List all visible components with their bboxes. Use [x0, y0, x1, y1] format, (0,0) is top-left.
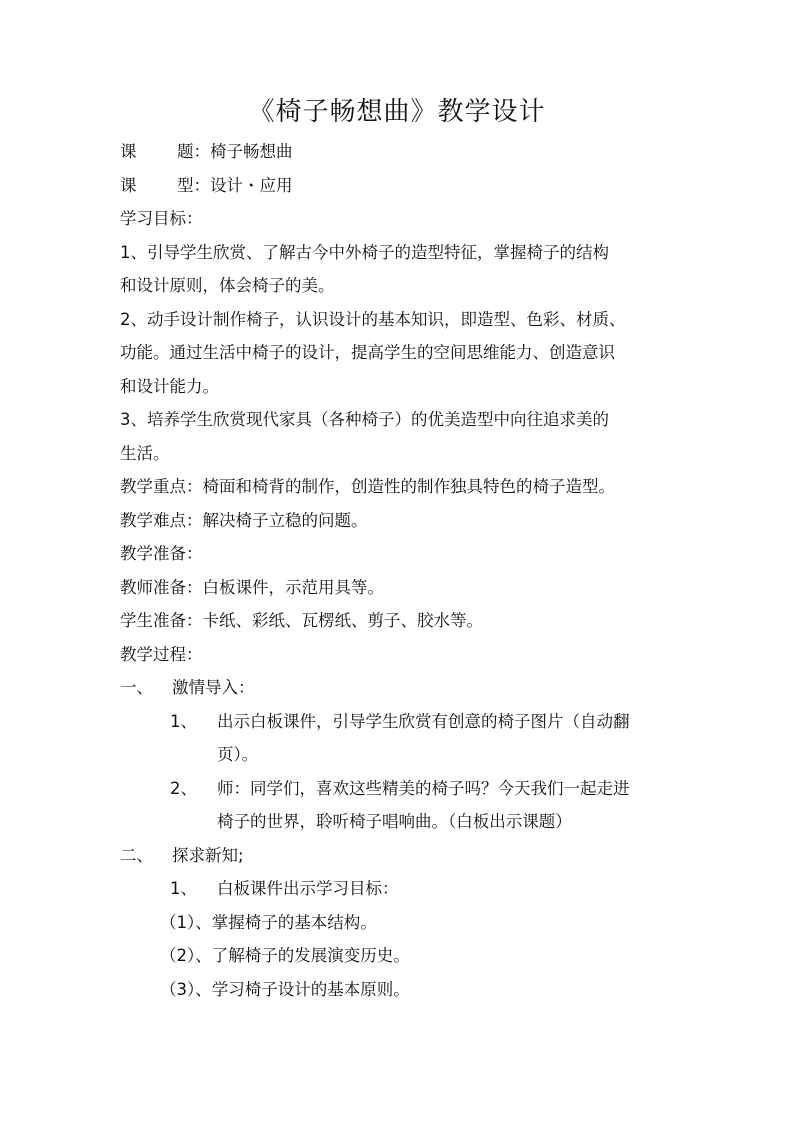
- section-2-number: 二、: [120, 845, 153, 865]
- objective-2-line-1: 2、动手设计制作椅子，认识设计的基本知识，即造型、色彩、材质、: [120, 309, 626, 329]
- section-1-step-2-text: 师：同学们，喜欢这些精美的椅子吗？今天我们一起走进: [217, 778, 630, 798]
- teacher-preparation: 教师准备：白板课件，示范用具等。: [120, 577, 384, 597]
- objective-1-line-1: 1、引导学生欣赏、了解古今中外椅子的造型特征，掌握椅子的结构: [120, 242, 609, 262]
- type-line: [120, 169, 690, 203]
- section-2-step-1-text: 白板课件出示学习目标：: [217, 879, 399, 898]
- section-1-step-2-number: 2、: [170, 778, 197, 798]
- goal-2: （2）、了解椅子的发展演变历史。: [160, 946, 410, 965]
- section-1-heading: [120, 671, 690, 705]
- goal-3: （3）、学习椅子设计的基本原则。: [160, 979, 410, 999]
- objectives-heading: 学习目标：: [120, 209, 203, 228]
- objective-3-line-1: 3、培养学生欣赏现代家具（各种椅子）的优美造型中向往追求美的: [120, 410, 609, 429]
- preparation-heading: 教学准备：: [120, 544, 203, 563]
- section-1-number: 一、: [120, 678, 153, 697]
- section-2-step-1-number: 1、: [170, 879, 197, 898]
- course-value: 椅子畅想曲: [210, 142, 293, 161]
- section-1-title: 激情导入：: [172, 678, 255, 697]
- section-1-step-1-continuation: 页）。: [217, 745, 259, 764]
- process-heading: 教学过程：: [120, 644, 203, 664]
- objective-1-line-2: 和设计原则，体会椅子的美。: [120, 276, 335, 295]
- objective-2-line-3: 和设计能力。: [120, 376, 219, 396]
- section-1-step-2-continuation: 椅子的世界，聆听椅子唱响曲。（白板出示课题）: [217, 812, 572, 831]
- course-line: [120, 135, 690, 169]
- objective-2-line-2: 功能。通过生活中椅子的设计，提高学生的空间思维能力、创造意识: [120, 343, 615, 362]
- document-title: 《椅子畅想曲》教学设计: [248, 97, 546, 127]
- type-label-a: 课: [120, 175, 137, 195]
- section-1-step-1-number: 1、: [170, 711, 197, 731]
- section-2-step-1: [120, 872, 690, 906]
- section-2-heading: [120, 839, 690, 873]
- section-1-step-2: [120, 772, 690, 806]
- goal-1: （1）、掌握椅子的基本结构。: [160, 912, 377, 932]
- key-point: 教学重点：椅面和椅背的制作，创造性的制作独具特色的椅子造型。: [120, 477, 615, 496]
- section-1-step-1: [120, 705, 690, 739]
- difficulty: 教学难点：解决椅子立稳的问题。: [120, 510, 368, 530]
- section-2-title: 探求新知;: [172, 845, 244, 865]
- document-body: [120, 135, 690, 1006]
- type-label-b: 型：: [177, 175, 210, 195]
- section-1-step-1-text: 出示白板课件，引导学生欣赏有创意的椅子图片（自动翻: [217, 711, 630, 731]
- student-preparation: 学生准备：卡纸、彩纸、瓦楞纸、剪子、胶水等。: [120, 611, 483, 630]
- objective-3-line-2: 生活。: [120, 443, 170, 463]
- type-value: 设计・应用: [210, 175, 293, 195]
- course-label-b: 题：: [177, 142, 210, 161]
- course-label-a: 课: [120, 142, 137, 161]
